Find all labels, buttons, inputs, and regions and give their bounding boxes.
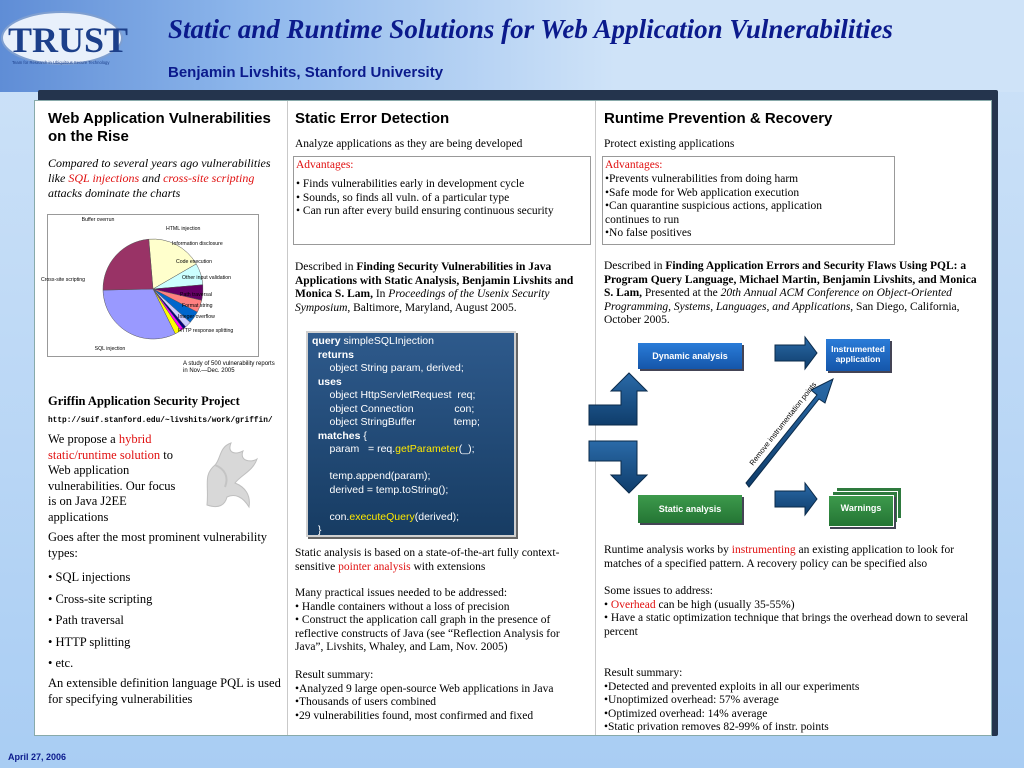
result-title: Result summary:	[295, 669, 374, 681]
runtime-citation: Described in Finding Application Errors and Security Flaws Using PQL: a Program Query Language, Michael Martin, Benjamin Livshits, and Monica S. Lam, Presented at the 20th Annual ACM Conference on Object-Oriented Programming, Systems, Languages, and Applications, San Diego, California, October 2005.	[604, 260, 977, 326]
list-item: • SQL injections	[48, 570, 131, 584]
issues-title: Some issues to address:	[604, 585, 713, 597]
list-item: •Optimized overhead: 14% average	[604, 707, 768, 720]
pie-label: Integer overflow	[178, 314, 215, 320]
code-line: query simpleSQLInjection	[312, 335, 434, 347]
list-item: • Construct the application call graph in the presence of reflective constructs of Java (see “Reflection Analysis for Java”, Livshits, Whaley, and Lam, Nov. 2005)	[295, 614, 560, 653]
heading-runtime: Runtime Prevention & Recovery	[604, 110, 833, 127]
pie-label: Information disclosure	[172, 241, 223, 247]
code-line: }	[312, 524, 322, 536]
proposal-text: We propose a hybrid static/runtime solution to Web application vulnerabilities. Our focus is on Java J2EE applications	[48, 432, 176, 524]
runtime-results	[604, 667, 982, 735]
diagonal-arrow-icon	[746, 379, 833, 487]
griffin-heading: Griffin Application Security Project	[48, 394, 240, 408]
column-runtime	[595, 101, 992, 735]
vulnerability-type-list	[48, 567, 152, 675]
runtime-analysis-text: Runtime analysis works by instrumenting an existing application to look for matches of a specified pattern. A recovery policy can be specified also	[604, 544, 955, 570]
list-item: • HTTP splitting	[48, 634, 131, 649]
code-line: object Connection con;	[312, 402, 475, 415]
trust-logo	[0, 6, 160, 68]
list-item: •Analyzed 9 large open-source Web applications in Java	[295, 682, 554, 695]
list-item: •29 vulnerabilities found, most confirmed and fixed	[295, 709, 534, 722]
list-item: • Sounds, so finds all vuln. of a particular type	[296, 191, 510, 204]
static-citation: Described in Finding Security Vulnerabilities in Java Applications with Static Analysis, Benjamin Livshits and Monica S. Lam, In Proceedings of the Usenix Security Symposium, Baltimore, Maryland, August 2005.	[295, 261, 574, 314]
warnings-box: Warnings	[828, 495, 894, 527]
list-item: • Handle containers without a loss of precision	[295, 600, 510, 613]
static-issues	[295, 587, 588, 655]
svg-text:Team for Research in Ubiquitou: Team for Research in Ubiquitous Secure Technology	[12, 60, 110, 65]
pie-label: HTTP response splitting	[178, 328, 234, 334]
pie-label: Other input validation	[182, 275, 232, 281]
remove-instrumentation-label: Remove instrumentation points	[747, 380, 819, 468]
advantages-title: Advantages:	[296, 159, 354, 171]
pie-label: Path traversal	[180, 292, 213, 298]
code-line: derived = temp.toString();	[312, 483, 449, 496]
pie-label: Cross-site scripting	[40, 277, 86, 283]
goes-after-text: Goes after the most prominent vulnerability types:	[48, 530, 268, 560]
instrumented-application-box: Instrumented application	[826, 339, 890, 371]
arrow-up-icon	[589, 373, 647, 425]
list-item: •Can quarantine suspicious actions, application continues to run	[605, 200, 823, 226]
dynamic-analysis-box: Dynamic analysis	[638, 343, 742, 369]
advantages-list	[296, 178, 588, 219]
intro-text: Compared to several years ago vulnerabilities like SQL injections and cross-site scripting attacks dominate the charts	[48, 156, 271, 200]
list-item: • Overhead can be high (usually 35-55%)	[604, 598, 795, 611]
static-results	[295, 669, 588, 723]
column-static	[287, 101, 592, 735]
svg-text:TRUST: TRUST	[8, 20, 129, 60]
code-line: con.executeQuery(derived);	[312, 510, 460, 523]
runtime-lead: Protect existing applications	[604, 138, 735, 150]
poster-title: Static and Runtime Solutions for Web Application Vulnerabilities	[168, 14, 893, 44]
column-vulnerabilities	[35, 101, 285, 735]
pie-label: SQL injection	[94, 346, 126, 352]
list-item: •Detected and prevented exploits in all our experiments	[604, 680, 860, 693]
advantages-title: Advantages:	[605, 159, 663, 171]
arrow-down-icon	[589, 441, 647, 493]
result-title: Result summary:	[604, 667, 683, 679]
pie-label: Buffer overrun	[81, 217, 115, 223]
code-line: temp.append(param);	[312, 470, 431, 482]
list-item: • Can run after every build ensuring continuous security	[296, 205, 554, 217]
vulnerability-pie-chart	[40, 215, 258, 356]
poster-panel	[34, 100, 992, 736]
pie-label: Code execution	[176, 259, 213, 265]
griffin-icon	[195, 435, 265, 515]
arrow-right-icon	[775, 337, 817, 369]
list-item: •Static privation removes 82-99% of instr. points	[604, 721, 829, 733]
pql-query-code	[306, 331, 516, 537]
code-line: param = req.getParameter(_);	[312, 443, 475, 455]
code-line: uses	[312, 375, 342, 388]
runtime-issues	[604, 585, 982, 639]
code-line: object String param, derived;	[312, 362, 464, 374]
heading-vulnerabilities: Web Application Vulnerabilities on the Rise	[48, 110, 271, 145]
pie-chart-frame	[40, 214, 259, 357]
list-item: •Prevents vulnerabilities from doing harm	[605, 173, 799, 185]
issues-title: Many practical issues needed to be addressed:	[295, 587, 508, 599]
list-item: •Thousands of users combined	[295, 696, 437, 708]
pie-slice	[103, 239, 153, 290]
extensible-text: An extensible definition language PQL is used for specifying vulnerabilities	[48, 676, 281, 706]
static-analysis-box: Static analysis	[638, 495, 742, 523]
code-line: object StringBuffer temp;	[312, 416, 480, 428]
pie-label: HTML injection	[166, 226, 201, 232]
heading-static: Static Error Detection	[295, 110, 450, 127]
list-item: • Have a static optimization technique that brings the overhead down to several percent	[604, 612, 969, 638]
list-item: • Cross-site scripting	[48, 591, 153, 606]
arrow-right-icon	[775, 483, 817, 515]
list-item: •No false positives	[605, 227, 692, 239]
poster-author: Benjamin Livshits, Stanford University	[168, 64, 444, 81]
list-item: •Safe mode for Web application execution	[605, 186, 800, 199]
list-item: • Finds vulnerabilities early in development cycle	[296, 178, 525, 190]
list-item: • Path traversal	[48, 613, 124, 627]
static-lead: Analyze applications as they are being developed	[295, 138, 523, 150]
code-line: returns	[312, 348, 355, 361]
pie-label: Format string	[182, 303, 213, 309]
chart-caption: A study of 500 vulnerability reports in Nov.—Dec. 2005	[183, 361, 275, 374]
list-item: •Unoptimized overhead: 57% average	[604, 694, 779, 706]
code-line	[312, 457, 514, 471]
footer-date: April 27, 2006	[8, 752, 67, 762]
advantages-list	[605, 173, 855, 241]
griffin-url[interactable]: http://suif.stanford.edu/~livshits/work/griffin/	[48, 417, 273, 425]
static-advantages-box	[293, 156, 591, 245]
runtime-advantages-box	[602, 156, 895, 245]
list-item: • etc.	[48, 656, 74, 670]
code-line	[312, 497, 514, 511]
static-analysis-text: Static analysis is based on a state-of-the-art fully context-sensitive pointer analysis with extensions	[295, 547, 560, 573]
code-line: object HttpServletRequest req;	[312, 389, 476, 401]
code-line: matches {	[312, 429, 367, 442]
